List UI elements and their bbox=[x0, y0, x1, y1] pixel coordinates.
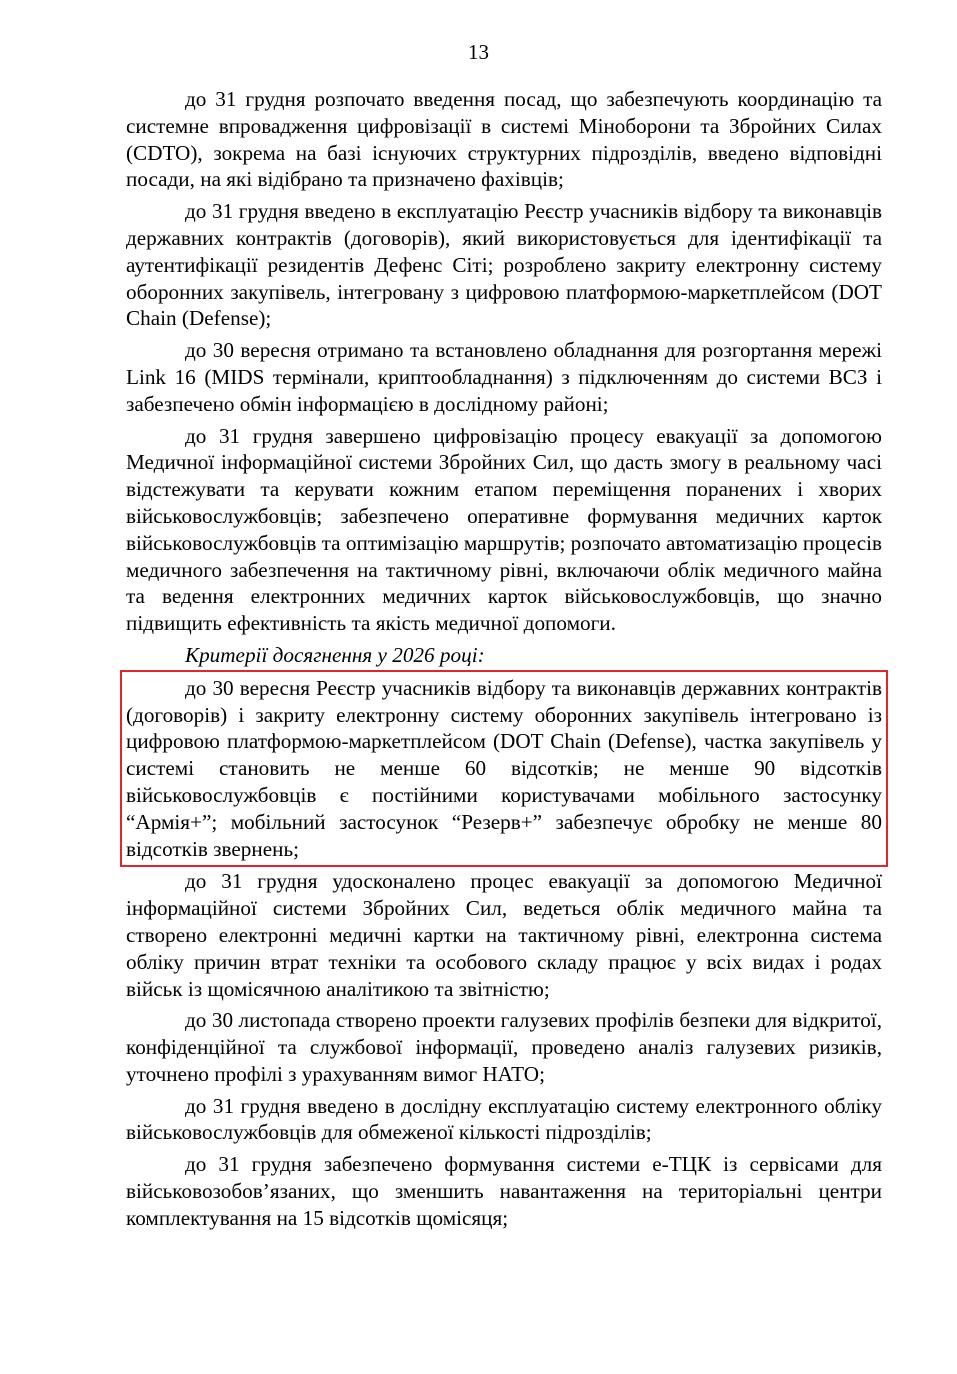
criteria-heading: Критерії досягнення у 2026 році: bbox=[185, 642, 485, 667]
paragraph-e-tck: до 31 грудня забезпечено формування системи е-ТЦК із сервісами для військовозобов’язаних, що зменшить навантаження на територіальні центри комплектування на 15 відсотків щомісяця; bbox=[126, 1152, 882, 1230]
page-body bbox=[126, 86, 882, 1232]
paragraph-cdto: до 31 грудня розпочато введення посад, що забезпечують координацію та системне впровадження цифровізації в системі Міноборони та Збройних Силах (CDTO), зокрема на базі існуючих структурних підрозділів, введено відповідні посади, на які відібрано та призначено фахівців; bbox=[126, 87, 882, 192]
paragraph-security-profiles: до 30 листопада створено проекти галузевих профілів безпеки для відкритої, конфіденційної та службової інформації, проведено аналіз галузевих ризиків, уточнено профілі з урахуванням вимог НАТО; bbox=[126, 1008, 882, 1086]
paragraph-registry: до 31 грудня введено в експлуатацію Реєстр учасників відбору та виконавців державних контрактів (договорів), який використовується для ідентифікації та аутентифікації резидентів Дефенс Сіті; розроблено закриту електронну систему оборонних закупівель, інтегровану з цифровою платформою-маркетплейсом (DOT Chain (Defense); bbox=[126, 199, 882, 331]
paragraph-electronic-accounting: до 31 грудня введено в дослідну експлуатацію систему електронного обліку військовослужбовців для обмеженої кількості підрозділів; bbox=[126, 1093, 882, 1145]
paragraph-evacuation-improved: до 31 грудня удосконалено процес евакуації за допомогою Медичної інформаційної системи Збройних Сил, ведеться облік медичного майна та створено електронні медичні картки на тактичному рівні, електронна система обліку причин втрат техніки та особового складу працює у всіх видах і родах військ із щомісячною аналітикою та звітністю; bbox=[126, 869, 882, 1001]
paragraph-highlighted-criteria: до 30 вересня Реєстр учасників відбору та виконавців державних контрактів (договорів) і закриту електронну систему оборонних закупівель інтегровано із цифровою платформою-маркетплейсом (DOT Chain (Defense), частка закупівель у системі становить не менше 60 відсотків; не менше 90 відсотків військовослужбовців є постійними користувачами мобільного застосунку “Армія+”; мобільний застосунок “Резерв+” забезпечує обробку не менше 80 відсотків звернень; bbox=[126, 675, 882, 861]
paragraph-link16: до 30 вересня отримано та встановлено обладнання для розгортання мережі Link 16 (MIDS термінали, криптообладнання) з підключенням до системи ВСЗ і забезпечено обмін інформацією в дослідному районі; bbox=[126, 338, 882, 416]
page-number: 13 bbox=[468, 40, 489, 64]
highlighted-block bbox=[126, 675, 882, 863]
paragraph-medical-evacuation: до 31 грудня завершено цифровізацію процесу евакуації за допомогою Медичної інформаційної системи Збройних Сил, що дасть змогу в реальному часі відстежувати та керувати кожним етапом переміщення поранених і хворих військовослужбовців; забезпечено оперативне формування медичних карток військовослужбовців та оптимізацію маршрутів; розпочато автоматизацію процесів медичного забезпечення на тактичному рівні, включаючи облік медичного майна та ведення електронних медичних карток військовослужбовців, що значно підвищить ефективність та якість медичної допомоги. bbox=[126, 423, 882, 636]
